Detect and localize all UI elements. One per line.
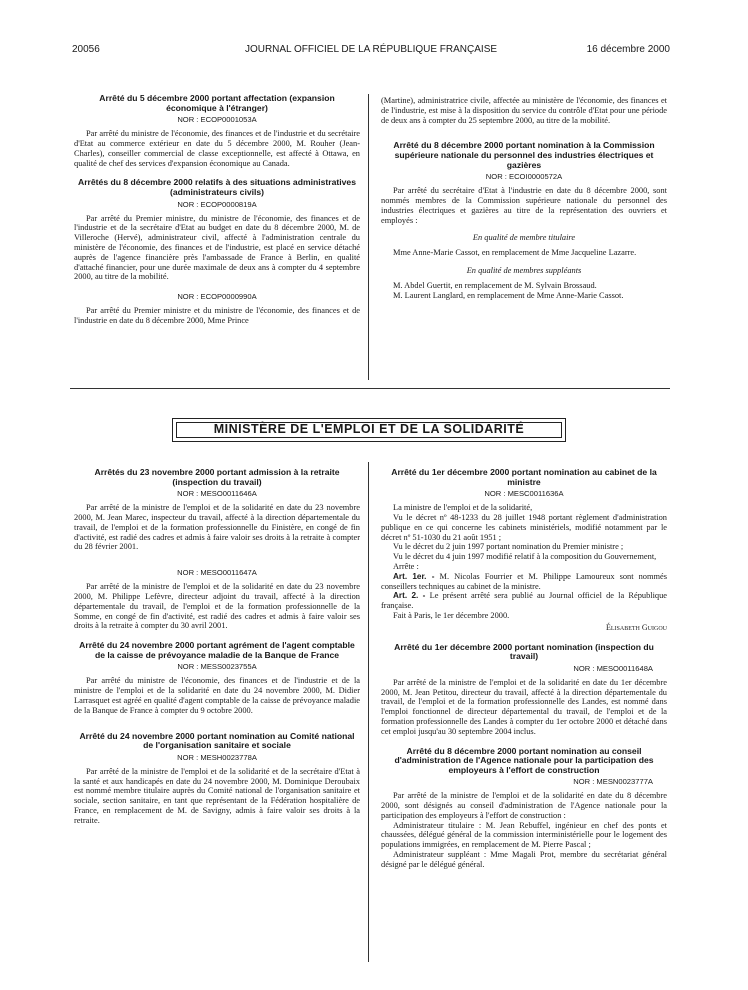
article-text: Par arrêté de la ministre de l'emploi et de la solidarité en date du 1er décembre 2000, M. Jean Petitou, directeur du travail, affecté à la direction départementale du travail, de l'emploi et de la formation professionnelle des Landes, est nommé dans l'emploi fonctionnel de directeur départemental du travail, de l'emploi et de la formation professionnelle des Landes à compter du 1er octobre 2000 et détaché dans cet emploi jusqu'au 30 septembre 2004 inclus. (381, 677, 667, 736)
decree-line: Arrête : (393, 561, 419, 571)
article-text: Par arrêté du Premier ministre et du ministre de l'économie, des finances et de l'industrie en date du 8 décembre 2000, Mme Prince (74, 306, 360, 325)
administrator-entry: Administrateur titulaire : M. Jean Rebuffel, ingénieur en chef des ponts et chaussées, délégué général de la commission interministérielle pour le logement des populations immigrées, en remplacement de M. Pierre Pascal ; (381, 820, 667, 850)
member-entry: M. Abdel Guertit, en remplacement de M. Sylvain Brossaud. (393, 280, 597, 290)
member-entry: Mme Anne-Marie Cassot, en remplacement de Mme Jacqueline Lazarre. (393, 248, 637, 258)
article-label: Art. 1er. - (393, 571, 435, 581)
article-title: Arrêté du 5 décembre 2000 portant affectation (expansion économique à l'étranger) (99, 93, 335, 113)
member-entry: M. Laurent Langlard, en remplacement de Mme Anne-Marie Cassot. (393, 290, 624, 300)
nor-reference: NOR : ECOP0000990A (177, 292, 257, 302)
nor-reference: NOR : MESO0011647A (177, 568, 257, 578)
article-text: Par arrêté du Premier ministre, du ministre de l'économie, des finances et de l'industrie et de la secrétaire d'Etat au budget en date du 8 décembre 2000, M. de Villeroche (Hervé), administrateur civil, affecté à l'administration centrale du ministère de l'économie, des finances et de l'industrie, est placé en service détaché auprès de l'agence financière près l'ambassade de France à Berlin, en qualité d'attaché financier, pour une durée maximale de deux ans à compter du 4 septembre 2000, au titre de la mobilité. (74, 213, 360, 282)
decree-line: Vu le décret du 2 juin 1997 portant nomination du Premier ministre ; (393, 542, 624, 552)
article-text: Par arrêté du ministre de l'économie, des finances et de l'industrie et du secrétaire d'Etat au commerce extérieur en date du 5 décembre 2000, M. Rouher (Jean-Charles), conseiller commercial de classe exceptionnelle, est affecté à Ottawa, en qualité de chef des services d'expansion économique au Canada. (74, 129, 360, 168)
article-title: Arrêté du 1er décembre 2000 portant nomination (inspection du travail) (394, 641, 654, 662)
article-text: Par arrêté de la ministre de l'emploi et de la solidarité et de la secrétaire d'Etat à la santé et aux handicapés en date du 24 novembre 2000, M. Dominique Deroubaix est nommé membre titulaire auprès du Comité national de l'organisation sanitaire et sociale, section sanitaire, en tant que représentant de la Fédération hospitalière de France, en remplacement de M. de Savigny, admis à faire valoir ses droits à la retraite. (74, 766, 360, 825)
article-title: Arrêté du 24 novembre 2000 portant nomination au Comité national de l'organisation sanitaire et sociale (79, 730, 355, 751)
section-subtitle: En qualité de membre titulaire (472, 233, 576, 243)
article-1 (381, 572, 667, 592)
column-divider (368, 94, 369, 380)
nor-reference: NOR : ECOP0001053A (177, 115, 257, 125)
article-title: Arrêtés du 8 décembre 2000 relatifs à des situations administratives (administrateurs civils) (78, 177, 356, 197)
article-text: (Martine), administratrice civile, affectée au ministère de l'économie, des finances et de l'industrie, est mise à la disposition du service du contrôle d'Etat pour une période de deux ans à compter du 25 septembre 2000, au titre de la mobilité. (381, 96, 667, 125)
ministry-heading: MINISTÈRE DE L'EMPLOI ET DE LA SOLIDARITÉ (172, 418, 566, 442)
article-text: Par arrêté de la ministre de l'emploi et de la solidarité en date du 23 novembre 2000, M. Jean Marec, inspecteur du travail, affecté à la direction départementale du travail, de l'emploi et de la formation professionnelle du Finistère, en congé de fin d'activité, est radié des cadres et admis à faire valoir ses droits à la retraite à compter du 28 février 2001. (74, 503, 360, 552)
article-text: Par arrêté de la ministre de l'emploi et de la solidarité en date du 8 décembre 2000, sont désignés au conseil d'administration de l'Agence nationale pour la participation des employeurs à l'effort de construction : (381, 791, 667, 820)
article-title: Arrêté du 8 décembre 2000 portant nomination au conseil d'administration de l'Agence nationale pour la participation des employeurs à l'effort de construction (394, 745, 654, 775)
decree-line: Fait à Paris, le 1er décembre 2000. (393, 610, 510, 620)
nor-reference: NOR : MESC0011636A (484, 489, 564, 499)
article-title: Arrêté du 8 décembre 2000 portant nomination à la Commission supérieure nationale du personnel des industries électriques et gazières (393, 140, 655, 170)
top-left-column (74, 94, 360, 326)
decree-line: Vu le décret nº 48-1233 du 28 juillet 1948 portant règlement d'administration publique en ce qui concerne les cabinets ministériels, modifié notamment par le décret nº 51-1030 du 21 août 1951 ; (381, 512, 667, 542)
nor-reference: NOR : MESO0011646A (177, 489, 257, 499)
journal-title: JOURNAL OFFICIEL DE LA RÉPUBLIQUE FRANÇAISE (244, 44, 498, 55)
top-right-column (381, 96, 667, 300)
decree-line: La ministre de l'emploi et de la solidarité, (393, 503, 533, 513)
section-rule (70, 388, 670, 389)
article-2 (381, 591, 667, 611)
article-title: Arrêtés du 23 novembre 2000 portant admission à la retraite (inspection du travail) (94, 467, 340, 487)
nor-reference: NOR : MESH0023778A (177, 752, 257, 762)
article-label: Art. 2. - (393, 591, 426, 601)
article-title: Arrêté du 1er décembre 2000 portant nomination au cabinet de la ministre (391, 467, 657, 487)
administrator-entry: Administrateur suppléant : Mme Magali Prot, membre du secrétariat général désigné par le délégué général. (381, 850, 667, 869)
page-number: 20056 (72, 44, 100, 55)
signature: Élisabeth Guigou (606, 622, 667, 632)
article-body: Le présent arrêté sera publié au Journal officiel de la République française. (381, 591, 668, 611)
article-title: Arrêté du 24 novembre 2000 portant agrément de l'agent comptable de la caisse de prévoyance maladie de la Banque de France (79, 640, 355, 660)
nor-reference: NOR : MESS0023755A (177, 662, 257, 672)
issue-date: 16 décembre 2000 (586, 44, 670, 55)
bottom-left-column (74, 468, 360, 826)
article-body: M. Nicolas Fourrier et M. Philippe Lamoureux sont nommés conseillers techniques au cabinet de la ministre. (381, 571, 668, 591)
nor-reference: NOR : MESN0023777A (573, 777, 653, 787)
bottom-right-column (381, 468, 667, 870)
column-divider (368, 462, 369, 962)
page-header (72, 44, 670, 58)
nor-reference: NOR : MESO0011648A (573, 663, 653, 673)
article-text: Par arrêté du secrétaire d'Etat à l'industrie en date du 8 décembre 2000, sont nommés membres de la Commission supérieure nationale du personnel des industries électriques et gazières au titre de la représentation des ouvriers et employés : (381, 186, 667, 225)
article-text: Par arrêté du ministre de l'économie, des finances et de l'industrie et de la ministre de l'emploi et de la solidarité en date du 24 novembre 2000, M. Didier Larrasquet est agréé en qualité d'agent comptable de la caisse de prévoyance maladie de la Banque de France à compter du 9 octobre 2000. (74, 676, 360, 715)
nor-reference: NOR : ECOI0000572A (485, 172, 563, 182)
section-subtitle: En qualité de membres suppléants (466, 265, 582, 275)
nor-reference: NOR : ECOP0000819A (177, 199, 257, 209)
article-text: Par arrêté de la ministre de l'emploi et de la solidarité en date du 23 novembre 2000, M. Philippe Lefèvre, directeur adjoint du travail, affecté à la direction départementale du travail, de l'emploi et de la formation professionnelle de la Somme, en congé de fin d'activité, est radié des cadres et admis à faire valoir ses droits à la retraite à compter du 30 avril 2001. (74, 582, 360, 631)
decree-line: Vu le décret du 4 juin 1997 modifié relatif à la composition du Gouvernement, (393, 552, 657, 562)
